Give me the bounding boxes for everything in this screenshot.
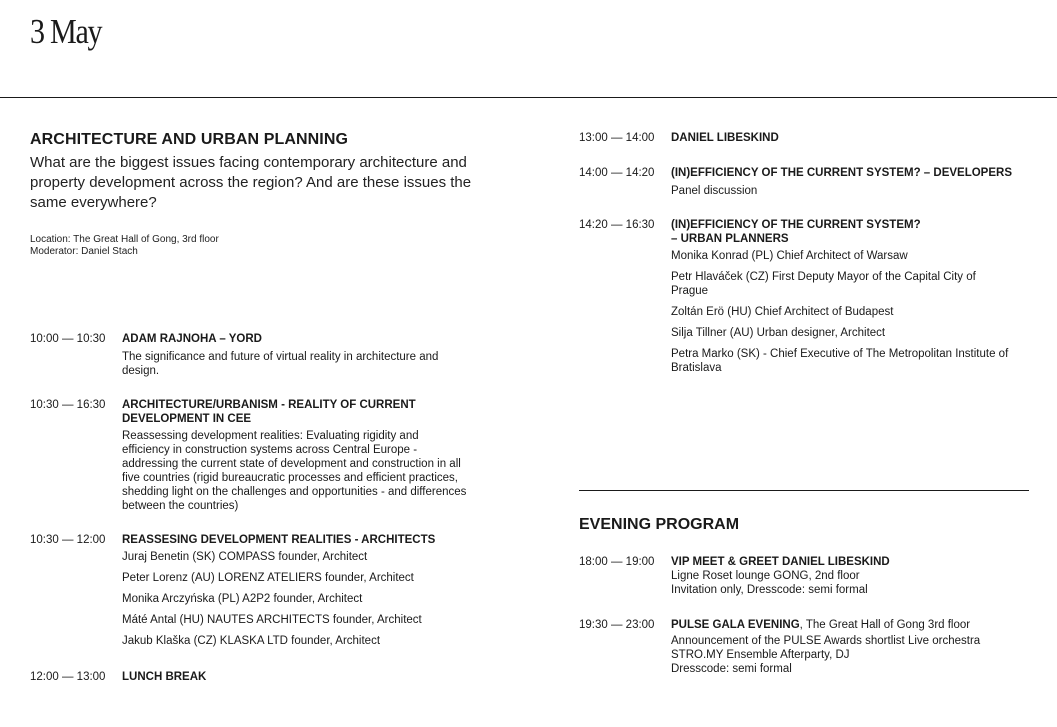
entry-time: 14:20 — 16:30 bbox=[579, 219, 655, 231]
entry-title-continued: – URBAN PLANNERS bbox=[671, 233, 789, 245]
schedule-entry bbox=[30, 398, 480, 513]
entry-time: 12:00 — 13:00 bbox=[30, 671, 106, 683]
moderator-text: Moderator: Daniel Stach bbox=[30, 246, 138, 257]
schedule-entry bbox=[579, 166, 1029, 198]
entry-title: DANIEL LIBESKIND bbox=[671, 132, 779, 144]
day-heading: 3 May bbox=[30, 12, 102, 51]
schedule-entry bbox=[579, 555, 1029, 597]
entry-title: ARCHITECTURE/URBANISM - REALITY OF CURRENT DEVELOPMENT IN CEE bbox=[122, 399, 416, 425]
schedule-entry bbox=[579, 618, 1029, 676]
entry-title: (IN)EFFICIENCY OF THE CURRENT SYSTEM? bbox=[671, 219, 921, 231]
entry-title: ADAM RAJNOHA – YORD bbox=[122, 333, 262, 345]
speaker-item: Petra Marko (SK) - Chief Executive of The Metropolitan Institute of Bratislava bbox=[671, 348, 1009, 374]
left-intro bbox=[30, 131, 490, 258]
top-divider bbox=[0, 97, 1057, 98]
speaker-item: Juraj Benetin (SK) COMPASS founder, Architect bbox=[122, 551, 368, 563]
entry-description: Reassessing development realities: Evaluating rigidity and efficiency in construction systems across Central Europe - addressing the current state of development and construction in all five countries (rigid bureaucratic processes and efficient practices, shedding light on the challenges and opportunities - and differences between the countries) bbox=[122, 430, 467, 512]
speaker-item: Monika Arczyńska (PL) A2P2 founder, Architect bbox=[122, 593, 363, 605]
entry-time: 10:30 — 16:30 bbox=[30, 399, 106, 411]
entry-time: 10:30 — 12:00 bbox=[30, 534, 106, 546]
section-title: ARCHITECTURE AND URBAN PLANNING bbox=[30, 131, 349, 148]
entry-detail: Invitation only, Dresscode: semi formal bbox=[671, 584, 868, 596]
entry-description: Panel discussion bbox=[671, 185, 758, 197]
entry-title: PULSE GALA EVENING bbox=[671, 619, 800, 631]
evening-title: EVENING PROGRAM bbox=[579, 516, 740, 533]
entry-title: REASSESING DEVELOPMENT REALITIES - ARCHITECTS bbox=[122, 534, 436, 546]
entry-detail: Ligne Roset lounge GONG, 2nd floor bbox=[671, 570, 860, 582]
entry-time: 14:00 — 14:20 bbox=[579, 167, 655, 179]
speaker-item: Peter Lorenz (AU) LORENZ ATELIERS founder, Architect bbox=[122, 572, 414, 584]
schedule-entry bbox=[30, 533, 490, 648]
speaker-item: Silja Tillner (AU) Urban designer, Architect bbox=[671, 327, 886, 339]
entry-title: (IN)EFFICIENCY OF THE CURRENT SYSTEM? – DEVELOPERS bbox=[671, 167, 1012, 179]
section-intro: What are the biggest issues facing contemporary architecture and property development across the region? And are these issues the same everywhere? bbox=[30, 154, 472, 211]
entry-title: VIP MEET & GREET DANIEL LIBESKIND bbox=[671, 556, 890, 568]
evening-divider bbox=[579, 490, 1029, 491]
schedule-entry bbox=[30, 332, 480, 378]
entry-time: 19:30 — 23:00 bbox=[579, 619, 655, 631]
location-text: Location: The Great Hall of Gong, 3rd floor bbox=[30, 234, 219, 245]
entry-time: 13:00 — 14:00 bbox=[579, 132, 655, 144]
schedule-entry bbox=[30, 670, 480, 684]
entry-description: The significance and future of virtual reality in architecture and design. bbox=[122, 351, 439, 377]
entry-time: 10:00 — 10:30 bbox=[30, 333, 106, 345]
entry-time: 18:00 — 19:00 bbox=[579, 556, 655, 568]
speaker-item: Jakub Klaška (CZ) KLASKA LTD founder, Architect bbox=[122, 635, 381, 647]
speaker-item: Máté Antal (HU) NAUTES ARCHITECTS founder, Architect bbox=[122, 614, 422, 626]
speaker-item: Zoltán Erö (HU) Chief Architect of Budapest bbox=[671, 306, 894, 318]
entry-detail: Announcement of the PULSE Awards shortlist Live orchestra STRO.MY Ensemble Afterparty, DJ bbox=[671, 635, 981, 661]
speaker-item: Monika Konrad (PL) Chief Architect of Warsaw bbox=[671, 250, 908, 262]
entry-detail: Dresscode: semi formal bbox=[671, 663, 792, 675]
schedule-entry bbox=[579, 218, 1029, 375]
schedule-entry bbox=[579, 131, 1029, 145]
entry-title: LUNCH BREAK bbox=[122, 671, 207, 683]
entry-title-suffix: , The Great Hall of Gong 3rd floor bbox=[799, 619, 971, 631]
speaker-item: Petr Hlaváček (CZ) First Deputy Mayor of the Capital City of Prague bbox=[671, 271, 976, 297]
